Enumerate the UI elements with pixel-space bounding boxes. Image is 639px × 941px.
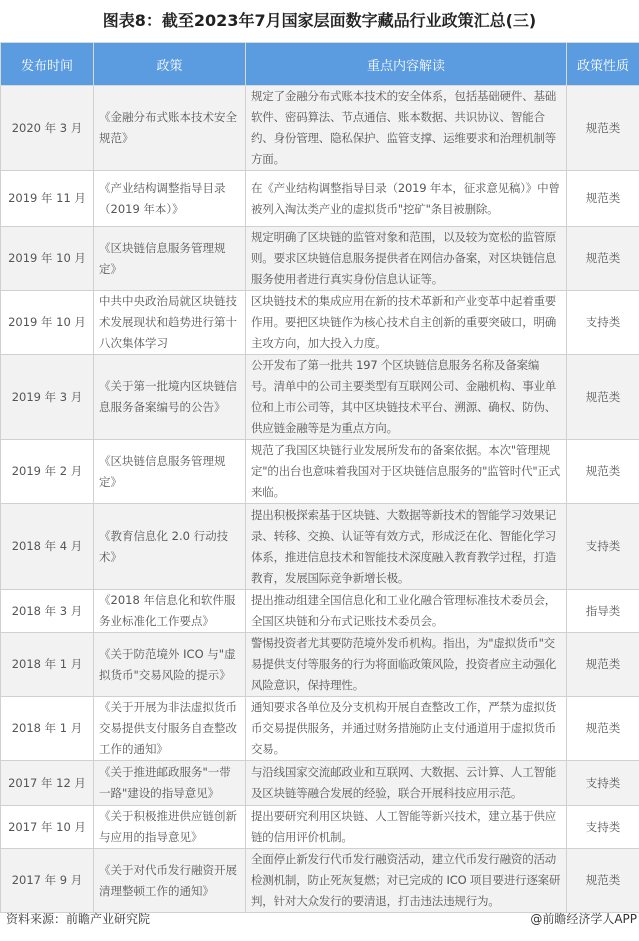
nature-cell: 规范类: [567, 633, 639, 697]
date-cell: 2017 年 10 月: [1, 806, 94, 849]
date-cell: 2019 年 10 月: [1, 291, 94, 355]
table-row: [1, 697, 639, 761]
policy-cell: 《关于防范境外 ICO 与"虚拟货币"交易风险的提示》: [94, 633, 246, 697]
table-row: [1, 849, 639, 913]
nature-cell: 规范类: [567, 227, 639, 291]
date-cell: 2020 年 3 月: [1, 86, 94, 171]
policy-cell: 《关于第一批境内区块链信息服务备案编号的公告》: [94, 355, 246, 440]
nature-cell: 指导类: [567, 590, 639, 633]
table-row: [1, 291, 639, 355]
source-note: 资料来源：前瞻产业研究院: [6, 912, 151, 926]
chart-title: 图表8：截至2023年7月国家层面数字藏品行业政策汇总(三): [102, 11, 537, 30]
content-cell: 规定明确了区块链的监管对象和范围，以及较为宽松的监管原则。要求区块链信息服务提供者在网信办备案，对区块链信息服务使用者进行真实身份信息认证等。: [246, 227, 567, 291]
content-cell: 全面停止新发行代币发行融资活动，建立代币发行融资的活动检测机制，防止死灰复燃；对已完成的 ICO 项目要进行逐案研判，针对大众发行的要清退，打击违法违规行为。: [246, 849, 567, 913]
nature-cell: 规范类: [567, 171, 639, 227]
policy-cell: 《关于对代币发行融资开展清理整顿工作的通知》: [94, 849, 246, 913]
policy-cell: 《关于积极推进供应链创新与应用的指导意见》: [94, 806, 246, 849]
content-cell: 警惕投资者尤其要防范境外发币机构。指出，为"虚拟货币"交易提供支付等服务的行为将面临政策风险，投资者应主动强化风险意识，保持理性。: [246, 633, 567, 697]
header-date: 发布时间: [1, 43, 94, 86]
footer: [6, 910, 637, 927]
policy-cell: 《区块链信息服务管理规定》: [94, 440, 246, 504]
policy-cell: 《关于开展为非法虚拟货币交易提供支付服务自查整改工作的通知》: [94, 697, 246, 761]
nature-cell: 规范类: [567, 355, 639, 440]
header-nature: 政策性质: [567, 43, 639, 86]
content-cell: 提出推动组建全国信息化和工业化融合管理标准技术委员会，全国区块链和分布式记账技术委员会。: [246, 590, 567, 633]
table-row: [1, 86, 639, 171]
table-row: [1, 761, 639, 806]
content-cell: 与沿线国家交流邮政业和互联网、大数据、云计算、人工智能及区块链等融合发展的经验，联合开展科技应用示范。: [246, 761, 567, 806]
content-cell: 提出积极探索基于区块链、大数据等新技术的智能学习效果记录、转移、交换、认证等有效方式，形成泛在化、智能化学习体系，推进信息技术和智能技术深度融入教育教学过程，打造教育，发展国际竞争新增长极。: [246, 504, 567, 590]
date-cell: 2018 年 4 月: [1, 504, 94, 590]
table-row: [1, 171, 639, 227]
date-cell: 2017 年 12 月: [1, 761, 94, 806]
content-cell: 公开发布了第一批共 197 个区块链信息服务名称及备案编号。清单中的公司主要类型有互联网公司、金融机构、事业单位和上市公司等，其中区块链技术平台、溯源、确权、防伪、供应链金融等是为重点方向。: [246, 355, 567, 440]
date-cell: 2019 年 3 月: [1, 355, 94, 440]
date-cell: 2018 年 1 月: [1, 633, 94, 697]
content-cell: 在《产业结构调整指导目录（2019 年本，征求意见稿）》中曾被列入淘汰类产业的虚拟货币"挖矿"条目被删除。: [246, 171, 567, 227]
date-cell: 2018 年 1 月: [1, 697, 94, 761]
policy-cell: 《产业结构调整指导目录（2019 年本）》: [94, 171, 246, 227]
nature-cell: 规范类: [567, 849, 639, 913]
content-cell: 通知要求各单位及分支机构开展自查整改工作，严禁为虚拟货币交易提供服务，并通过财务措施防止支付通道用于虚拟货币交易。: [246, 697, 567, 761]
policy-cell: 《教育信息化 2.0 行动技术》: [94, 504, 246, 590]
nature-cell: 规范类: [567, 440, 639, 504]
date-cell: 2019 年 10 月: [1, 227, 94, 291]
table-row: [1, 440, 639, 504]
date-cell: 2018 年 3 月: [1, 590, 94, 633]
header-policy: 政策: [94, 43, 246, 86]
policy-cell: 《金融分布式账本技术安全规范》: [94, 86, 246, 171]
date-cell: 2019 年 11 月: [1, 171, 94, 227]
content-cell: 区块链技术的集成应用在新的技术革新和产业变革中起着重要作用。要把区块链作为核心技术自主创新的重要突破口，明确主攻方向，加大投入力度。: [246, 291, 567, 355]
nature-cell: 支持类: [567, 761, 639, 806]
header-content: 重点内容解读: [246, 43, 567, 86]
content-cell: 规定了金融分布式账本技术的安全体系，包括基础硬件、基础软件、密码算法、节点通信、账本数据、共识协议、智能合约、身份管理、隐私保护、监管支撑、运维要求和治理机制等方面。: [246, 86, 567, 171]
policy-table: [0, 42, 639, 913]
policy-cell: 中共中央政治局就区块链技术发展现状和趋势进行第十八次集体学习: [94, 291, 246, 355]
table-row: [1, 590, 639, 633]
policy-cell: 《关于推进邮政服务"一带一路"建设的指导意见》: [94, 761, 246, 806]
date-cell: 2019 年 2 月: [1, 440, 94, 504]
table-header-row: [1, 43, 639, 86]
table-row: [1, 806, 639, 849]
table-row: [1, 504, 639, 590]
content-cell: 提出要研究利用区块链、人工智能等新兴技术，建立基于供应链的信用评价机制。: [246, 806, 567, 849]
nature-cell: 规范类: [567, 697, 639, 761]
date-cell: 2017 年 9 月: [1, 849, 94, 913]
nature-cell: 支持类: [567, 504, 639, 590]
content-cell: 规范了我国区块链行业发展所发布的备案依据。本次"管理规定"的出台也意味着我国对于区块链信息服务的"监管时代"正式来临。: [246, 440, 567, 504]
policy-cell: 《区块链信息服务管理规定》: [94, 227, 246, 291]
nature-cell: 规范类: [567, 86, 639, 171]
nature-cell: 支持类: [567, 806, 639, 849]
nature-cell: 支持类: [567, 291, 639, 355]
credit: @前瞻经济学人APP: [530, 912, 637, 926]
table-row: [1, 633, 639, 697]
table-row: [1, 355, 639, 440]
table-row: [1, 227, 639, 291]
policy-cell: 《2018 年信息化和软件服务业标准化工作要点》: [94, 590, 246, 633]
